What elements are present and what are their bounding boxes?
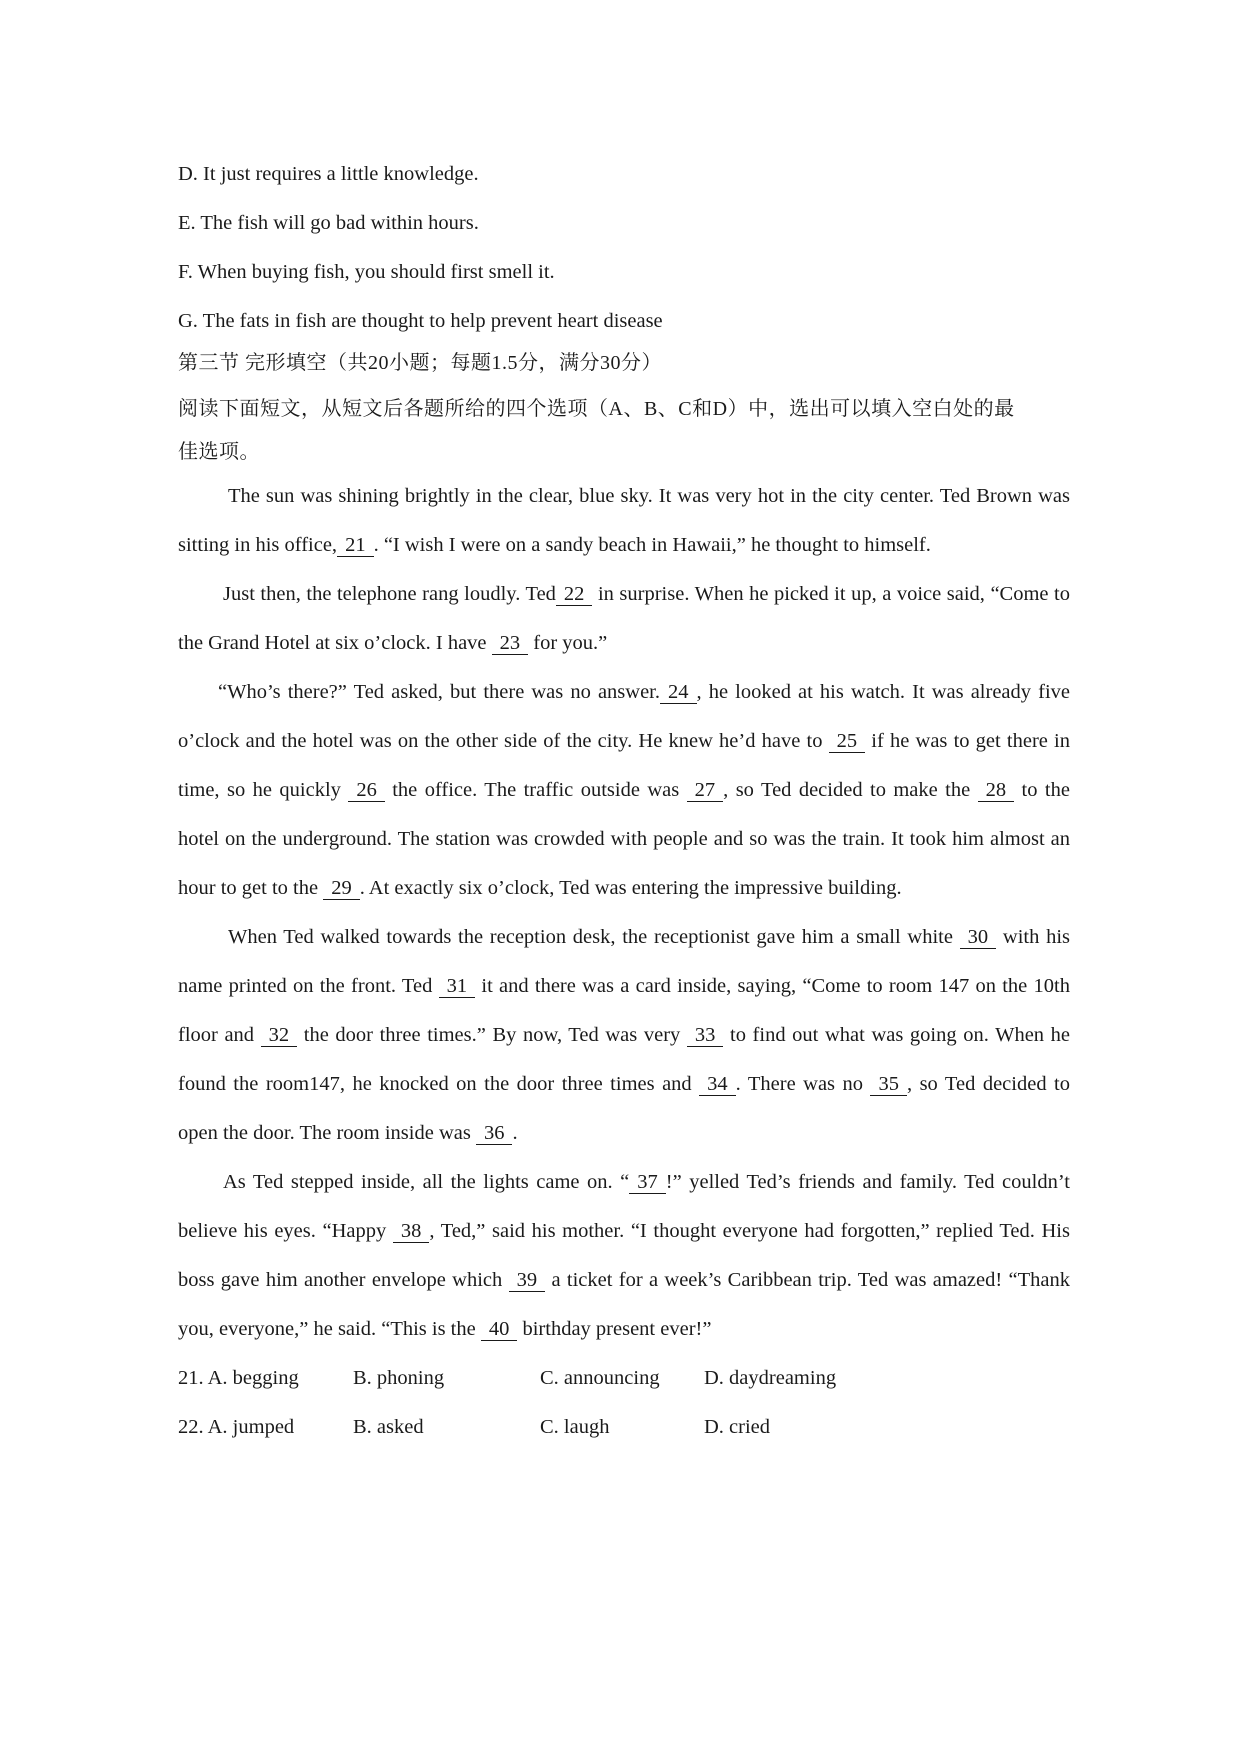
text-run: Just then, the telephone rang loudly. Ted — [223, 583, 556, 605]
text-run: When Ted walked towards the reception desk, the receptionist gave him a small white — [228, 926, 960, 948]
text-run: The sun was shining brightly in the clear, blue sky. It was very hot in the city center. Ted Brown was sitting in his office, — [178, 485, 1070, 556]
passage-paragraph-2 — [178, 570, 1070, 668]
text-run: , Ted,” said his mother. “I thought everyone had forgotten,” replied Ted. His boss gave him another envelope which — [178, 1220, 1070, 1291]
text-run: As Ted stepped inside, all the lights came on. “ — [223, 1171, 630, 1193]
choice-a: 21. A. begging — [178, 1367, 299, 1389]
text-run: . There was no — [735, 1073, 871, 1095]
passage-paragraph-5 — [178, 1158, 1070, 1354]
text-run: . At exactly six o’clock, Ted was entering the impressive building. — [359, 877, 902, 899]
blank-40: 40 — [481, 1318, 518, 1341]
blank-37: 37 — [629, 1171, 666, 1194]
blank-29: 29 — [323, 877, 360, 900]
text-run: to find out what was going on. When he found the room147, he knocked on the door three times and — [178, 1024, 1071, 1095]
blank-31: 31 — [439, 975, 476, 998]
blank-21: 21 — [337, 534, 374, 557]
blank-28: 28 — [978, 779, 1015, 802]
blank-27: 27 — [687, 779, 724, 802]
choice-c: C. laugh — [540, 1416, 610, 1438]
blank-32: 32 — [261, 1024, 298, 1047]
choice-b: B. asked — [353, 1416, 424, 1438]
choice-b: B. phoning — [353, 1367, 445, 1389]
question-21-choices — [178, 1354, 1070, 1403]
blank-24: 24 — [660, 681, 697, 704]
text-run: for you.” — [528, 632, 608, 654]
passage-paragraph-4 — [178, 913, 1070, 1158]
option-f: F. When buying fish, you should first smell it. — [178, 261, 555, 283]
option-d: D. It just requires a little knowledge. — [178, 163, 479, 185]
blank-39: 39 — [509, 1269, 546, 1292]
text-run: the office. The traffic outside was — [384, 779, 687, 801]
choice-c: C. announcing — [540, 1367, 660, 1389]
text-run: , so Ted decided to open the door. The room inside was — [178, 1073, 1070, 1144]
blank-30: 30 — [960, 926, 997, 949]
section-instruction-line2: 佳选项。 — [178, 441, 260, 463]
choice-d: D. daydreaming — [704, 1367, 837, 1389]
blank-33: 33 — [687, 1024, 724, 1047]
blank-35: 35 — [870, 1073, 907, 1096]
text-run: , he looked at his watch. It was already five o’clock and the hotel was on the other side of the city. He knew he’d have to — [178, 681, 1070, 752]
passage-paragraph-3 — [178, 668, 1070, 913]
text-run: the door three times.” By now, Ted was very — [297, 1024, 687, 1046]
choice-d: D. cried — [704, 1416, 771, 1438]
question-22-choices — [178, 1403, 1070, 1452]
section-instruction-line1: 阅读下面短文，从短文后各题所给的四个选项（A、B、C和D）中，选出可以填入空白处的最 — [178, 398, 1015, 420]
blank-34: 34 — [699, 1073, 736, 1096]
option-g: G. The fats in fish are thought to help prevent heart disease — [178, 310, 663, 332]
option-e: E. The fish will go bad within hours. — [178, 212, 479, 234]
text-run: !” yelled Ted’s friends and family. Ted couldn’t believe his eyes. “Happy — [178, 1171, 1070, 1242]
text-run: in surprise. When he picked it up, a voice said, “Come to the Grand Hotel at six o’clock. I have — [178, 583, 1070, 654]
text-run: if he was to get there in time, so he quickly — [178, 730, 1070, 801]
text-run: . “I wish I were on a sandy beach in Hawaii,” he thought to himself. — [373, 534, 931, 556]
text-run: . — [512, 1122, 518, 1144]
text-run: to the hotel on the underground. The station was crowded with people and so was the train. It took him almost an hour to get to the — [178, 779, 1070, 899]
text-run: “Who’s there?” Ted asked, but there was no answer. — [218, 681, 660, 703]
choice-a: 22. A. jumped — [178, 1416, 295, 1438]
section-title: 第三节 完形填空（共20小题；每题1.5分，满分30分） — [178, 352, 662, 374]
passage-paragraph-1 — [178, 472, 1070, 570]
text-run: it and there was a card inside, saying, “Come to room 147 on the 10th floor and — [178, 975, 1070, 1046]
blank-38: 38 — [393, 1220, 430, 1243]
document-page — [178, 150, 1070, 1452]
blank-36: 36 — [476, 1122, 513, 1145]
blank-25: 25 — [829, 730, 866, 753]
text-run: , so Ted decided to make the — [723, 779, 978, 801]
blank-23: 23 — [492, 632, 529, 655]
text-run: a ticket for a week’s Caribbean trip. Ted was amazed! “Thank you, everyone,” he said. “This is the — [178, 1269, 1071, 1340]
text-run: with his name printed on the front. Ted — [178, 926, 1070, 997]
blank-22: 22 — [556, 583, 593, 606]
blank-26: 26 — [348, 779, 385, 802]
text-run: birthday present ever!” — [517, 1318, 712, 1340]
